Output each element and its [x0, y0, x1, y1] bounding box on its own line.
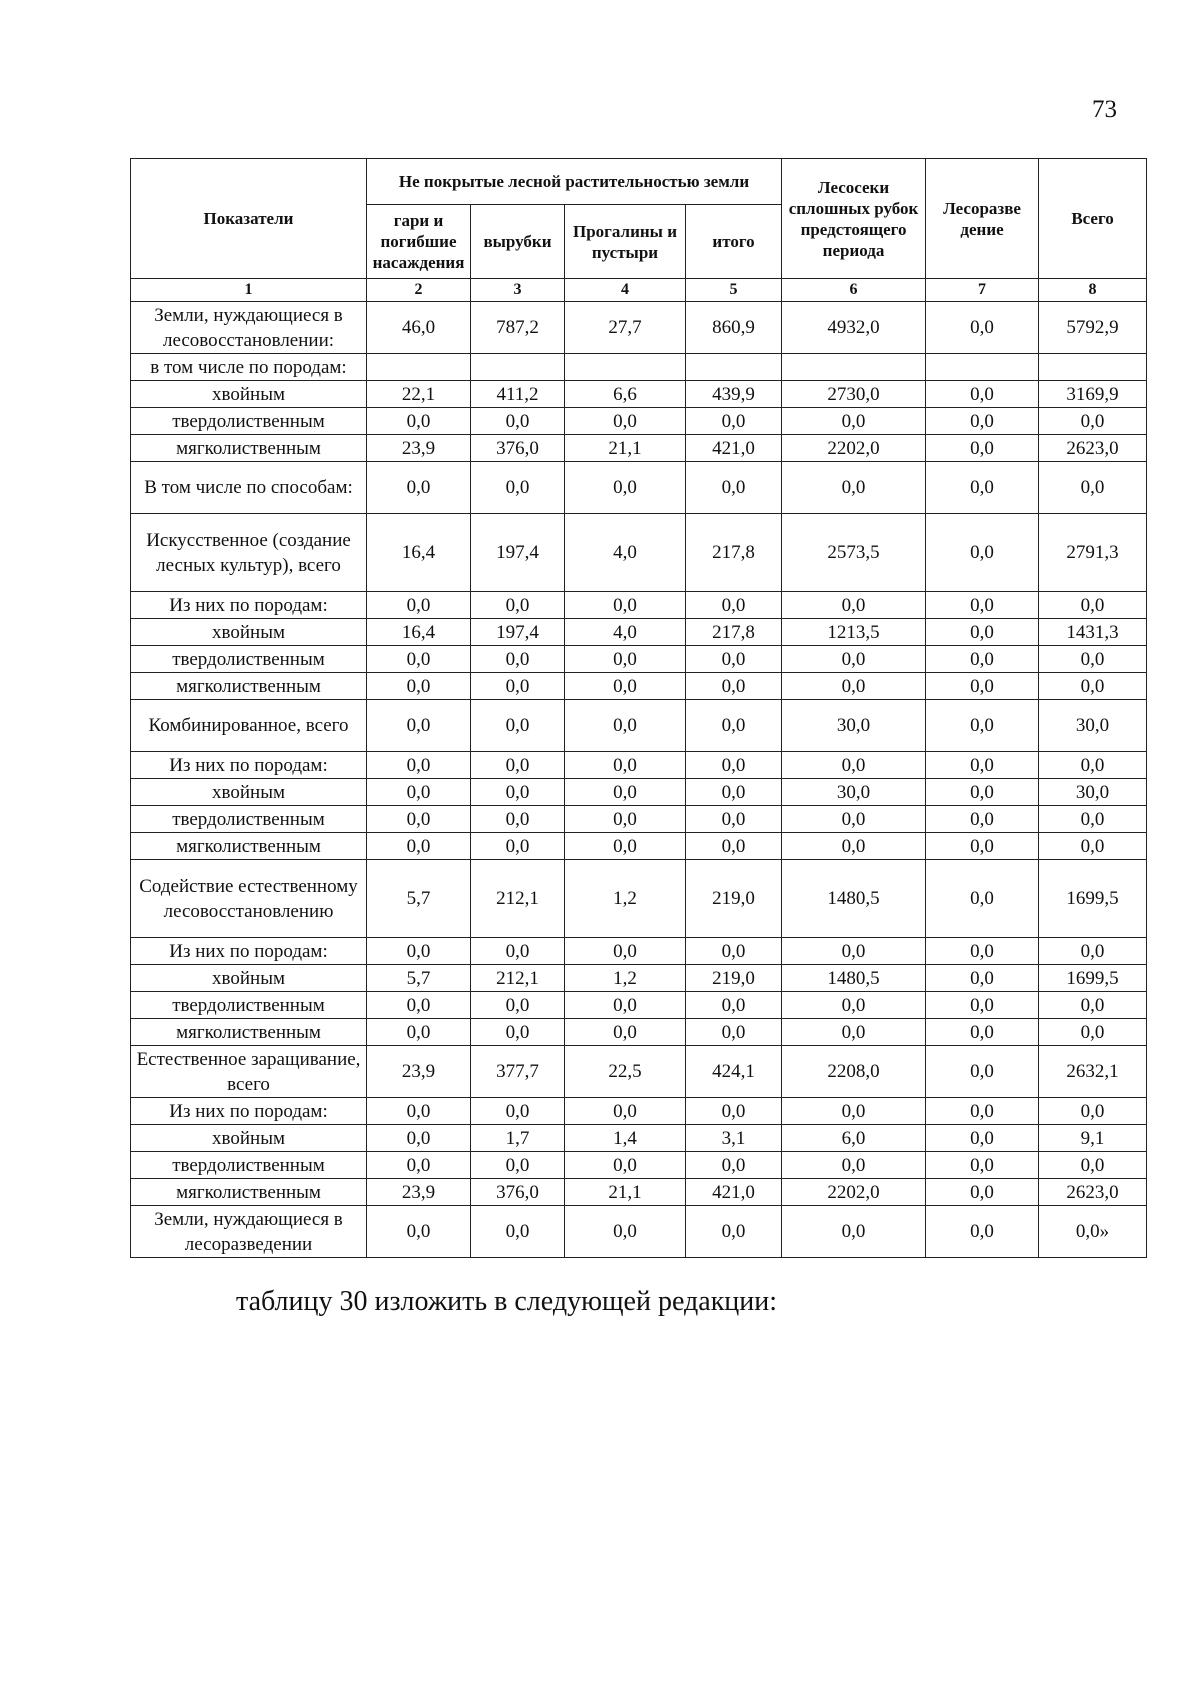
- row-label: твердолиственным: [131, 806, 367, 833]
- cell-value: 0,0: [782, 833, 926, 860]
- cell-value: 0,0: [686, 1019, 782, 1046]
- cell-value: 0,0: [686, 1206, 782, 1258]
- row-label: хвойным: [131, 779, 367, 806]
- table-row: [131, 646, 1147, 673]
- cell-value: 0,0: [1039, 592, 1147, 619]
- cell-value: 0,0: [926, 435, 1039, 462]
- cell-value: 6,0: [782, 1125, 926, 1152]
- cell-value: 1,2: [565, 860, 686, 938]
- cell-value: 860,9: [686, 302, 782, 354]
- cell-value: 0,0: [1039, 806, 1147, 833]
- row-label: в том числе по породам:: [131, 354, 367, 381]
- cell-value: 0,0: [367, 673, 471, 700]
- cell-value: 2623,0: [1039, 1179, 1147, 1206]
- cell-value: 0,0: [471, 462, 565, 514]
- cell-value: 0,0: [471, 992, 565, 1019]
- cell-value: 1480,5: [782, 965, 926, 992]
- cell-value: 0,0: [565, 646, 686, 673]
- cell-value: 0,0: [926, 1098, 1039, 1125]
- column-number-row: [131, 279, 1147, 302]
- cell-value: 0,0: [926, 806, 1039, 833]
- cell-value: 0,0: [686, 673, 782, 700]
- cell-value: 2208,0: [782, 1046, 926, 1098]
- cell-value: 0,0: [782, 646, 926, 673]
- cell-value: 0,0: [367, 992, 471, 1019]
- table-row: [131, 1206, 1147, 1258]
- table-row: [131, 408, 1147, 435]
- cell-value: 21,1: [565, 435, 686, 462]
- cell-value: 212,1: [471, 860, 565, 938]
- cell-value: 0,0: [926, 860, 1039, 938]
- column-number: 1: [131, 279, 367, 302]
- column-number: 7: [926, 279, 1039, 302]
- cell-value: 0,0: [926, 302, 1039, 354]
- cell-value: 0,0»: [1039, 1206, 1147, 1258]
- cell-value: [367, 354, 471, 381]
- cell-value: 0,0: [926, 992, 1039, 1019]
- row-label: хвойным: [131, 1125, 367, 1152]
- cell-value: 0,0: [367, 592, 471, 619]
- cell-value: 1,7: [471, 1125, 565, 1152]
- row-label: твердолиственным: [131, 992, 367, 1019]
- cell-value: 0,0: [471, 408, 565, 435]
- cell-value: 0,0: [782, 806, 926, 833]
- cell-value: 0,0: [926, 1179, 1039, 1206]
- cell-value: 0,0: [471, 806, 565, 833]
- cell-value: 1431,3: [1039, 619, 1147, 646]
- row-label: твердолиственным: [131, 408, 367, 435]
- footer-text: таблицу 30 изложить в следующей редакции:: [236, 1286, 778, 1317]
- cell-value: 0,0: [367, 1152, 471, 1179]
- cell-value: 0,0: [686, 592, 782, 619]
- cell-value: 0,0: [782, 1206, 926, 1258]
- cell-value: [471, 354, 565, 381]
- cell-value: 0,0: [1039, 1098, 1147, 1125]
- row-label: Земли, нуждающиеся в лесоразведении: [131, 1206, 367, 1258]
- cell-value: 197,4: [471, 619, 565, 646]
- header-total-all: Всего: [1039, 159, 1147, 279]
- cell-value: 212,1: [471, 965, 565, 992]
- cell-value: 2632,1: [1039, 1046, 1147, 1098]
- row-label: Из них по породам:: [131, 1098, 367, 1125]
- cell-value: 0,0: [471, 673, 565, 700]
- cell-value: 30,0: [782, 700, 926, 752]
- cell-value: 2202,0: [782, 1179, 926, 1206]
- row-label: В том числе по способам:: [131, 462, 367, 514]
- cell-value: 0,0: [686, 700, 782, 752]
- header-burned: гари и погибшие насаждения: [367, 205, 471, 279]
- cell-value: 0,0: [367, 700, 471, 752]
- table-row: [131, 619, 1147, 646]
- header-indicators: Показатели: [131, 159, 367, 279]
- cell-value: 4932,0: [782, 302, 926, 354]
- cell-value: 0,0: [686, 938, 782, 965]
- cell-value: 30,0: [782, 779, 926, 806]
- cell-value: 5792,9: [1039, 302, 1147, 354]
- cell-value: 0,0: [782, 1019, 926, 1046]
- cell-value: 0,0: [686, 806, 782, 833]
- cell-value: 787,2: [471, 302, 565, 354]
- cell-value: 0,0: [367, 752, 471, 779]
- table-row: [131, 833, 1147, 860]
- table-row: [131, 435, 1147, 462]
- cell-value: [686, 354, 782, 381]
- cell-value: 0,0: [1039, 408, 1147, 435]
- row-label: Из них по породам:: [131, 938, 367, 965]
- cell-value: 0,0: [686, 646, 782, 673]
- table-row: [131, 1019, 1147, 1046]
- cell-value: 0,0: [367, 938, 471, 965]
- cell-value: 0,0: [367, 1098, 471, 1125]
- header-clearings: вырубки: [471, 205, 565, 279]
- cell-value: 411,2: [471, 381, 565, 408]
- cell-value: 439,9: [686, 381, 782, 408]
- column-number: 4: [565, 279, 686, 302]
- header-afforestation: Лесоразве дение: [926, 159, 1039, 279]
- cell-value: 0,0: [1039, 462, 1147, 514]
- table-row: [131, 700, 1147, 752]
- cell-value: 6,6: [565, 381, 686, 408]
- table-row: [131, 381, 1147, 408]
- cell-value: 0,0: [926, 1125, 1039, 1152]
- cell-value: 0,0: [367, 806, 471, 833]
- cell-value: 21,1: [565, 1179, 686, 1206]
- row-label: Из них по породам:: [131, 752, 367, 779]
- cell-value: 0,0: [471, 938, 565, 965]
- row-label: мягколиственным: [131, 1019, 367, 1046]
- cell-value: 0,0: [471, 1206, 565, 1258]
- cell-value: 424,1: [686, 1046, 782, 1098]
- cell-value: 1699,5: [1039, 965, 1147, 992]
- cell-value: 0,0: [1039, 833, 1147, 860]
- forest-data-table: [130, 158, 1147, 1258]
- cell-value: 0,0: [565, 700, 686, 752]
- cell-value: [782, 354, 926, 381]
- cell-value: 4,0: [565, 514, 686, 592]
- table-row: [131, 1125, 1147, 1152]
- cell-value: 0,0: [782, 1098, 926, 1125]
- cell-value: 0,0: [367, 833, 471, 860]
- cell-value: 0,0: [565, 462, 686, 514]
- table-row: [131, 1152, 1147, 1179]
- cell-value: 0,0: [926, 514, 1039, 592]
- cell-value: 1480,5: [782, 860, 926, 938]
- table-row: [131, 592, 1147, 619]
- row-label: мягколиственным: [131, 673, 367, 700]
- cell-value: [565, 354, 686, 381]
- header-not-covered-lands: Не покрытые лесной растительностью земли: [367, 159, 782, 205]
- cell-value: 0,0: [926, 938, 1039, 965]
- cell-value: 0,0: [565, 779, 686, 806]
- cell-value: 0,0: [782, 938, 926, 965]
- cell-value: 2623,0: [1039, 435, 1147, 462]
- cell-value: 376,0: [471, 1179, 565, 1206]
- cell-value: 376,0: [471, 435, 565, 462]
- row-label: твердолиственным: [131, 646, 367, 673]
- cell-value: 217,8: [686, 619, 782, 646]
- header-glades: Прогалины и пустыри: [565, 205, 686, 279]
- cell-value: 0,0: [367, 1125, 471, 1152]
- page-number: 73: [1092, 96, 1117, 123]
- table-row: [131, 938, 1147, 965]
- cell-value: 0,0: [926, 462, 1039, 514]
- cell-value: 0,0: [686, 833, 782, 860]
- row-label: хвойным: [131, 381, 367, 408]
- cell-value: 0,0: [1039, 673, 1147, 700]
- cell-value: 0,0: [565, 1019, 686, 1046]
- cell-value: 0,0: [926, 619, 1039, 646]
- cell-value: 0,0: [686, 992, 782, 1019]
- cell-value: 0,0: [471, 592, 565, 619]
- table-row: [131, 1046, 1147, 1098]
- cell-value: 0,0: [1039, 646, 1147, 673]
- cell-value: 0,0: [367, 462, 471, 514]
- cell-value: 23,9: [367, 435, 471, 462]
- row-label: Естественное заращивание, всего: [131, 1046, 367, 1098]
- row-label: твердолиственным: [131, 1152, 367, 1179]
- cell-value: 3,1: [686, 1125, 782, 1152]
- cell-value: 0,0: [471, 700, 565, 752]
- cell-value: 3169,9: [1039, 381, 1147, 408]
- cell-value: 0,0: [565, 938, 686, 965]
- column-number: 3: [471, 279, 565, 302]
- row-label: Комбинированное, всего: [131, 700, 367, 752]
- cell-value: 0,0: [471, 646, 565, 673]
- cell-value: 0,0: [471, 752, 565, 779]
- cell-value: 0,0: [565, 806, 686, 833]
- row-label: мягколиственным: [131, 833, 367, 860]
- cell-value: 0,0: [565, 1152, 686, 1179]
- cell-value: 0,0: [926, 833, 1039, 860]
- cell-value: 0,0: [926, 1046, 1039, 1098]
- table-row: [131, 354, 1147, 381]
- cell-value: 22,5: [565, 1046, 686, 1098]
- row-label: хвойным: [131, 965, 367, 992]
- table-row: [131, 860, 1147, 938]
- cell-value: 0,0: [782, 462, 926, 514]
- cell-value: 0,0: [782, 752, 926, 779]
- cell-value: 0,0: [367, 1206, 471, 1258]
- cell-value: 23,9: [367, 1179, 471, 1206]
- row-label: Содействие естественному лесовосстановлению: [131, 860, 367, 938]
- cell-value: 0,0: [782, 992, 926, 1019]
- cell-value: [926, 354, 1039, 381]
- cell-value: 0,0: [471, 779, 565, 806]
- cell-value: 0,0: [471, 833, 565, 860]
- table-row: [131, 1098, 1147, 1125]
- cell-value: 5,7: [367, 965, 471, 992]
- table-body: [131, 302, 1147, 1258]
- cell-value: 27,7: [565, 302, 686, 354]
- cell-value: 0,0: [565, 752, 686, 779]
- table-row: [131, 1179, 1147, 1206]
- cell-value: 0,0: [926, 779, 1039, 806]
- row-label: Земли, нуждающиеся в лесовосстановлении:: [131, 302, 367, 354]
- cell-value: 0,0: [1039, 992, 1147, 1019]
- row-label: мягколиственным: [131, 1179, 367, 1206]
- table-row: [131, 673, 1147, 700]
- cell-value: 0,0: [367, 646, 471, 673]
- cell-value: 0,0: [686, 1098, 782, 1125]
- cell-value: 0,0: [1039, 752, 1147, 779]
- cell-value: 0,0: [367, 1019, 471, 1046]
- cell-value: 0,0: [1039, 1019, 1147, 1046]
- row-label: хвойным: [131, 619, 367, 646]
- cell-value: [1039, 354, 1147, 381]
- cell-value: 0,0: [565, 992, 686, 1019]
- table-row: [131, 514, 1147, 592]
- cell-value: 421,0: [686, 1179, 782, 1206]
- cell-value: 0,0: [686, 1152, 782, 1179]
- column-number: 8: [1039, 279, 1147, 302]
- cell-value: 2573,5: [782, 514, 926, 592]
- cell-value: 16,4: [367, 514, 471, 592]
- cell-value: 0,0: [565, 1098, 686, 1125]
- cell-value: 0,0: [686, 408, 782, 435]
- cell-value: 1,4: [565, 1125, 686, 1152]
- cell-value: 2202,0: [782, 435, 926, 462]
- cell-value: 46,0: [367, 302, 471, 354]
- cell-value: 0,0: [926, 1152, 1039, 1179]
- cell-value: 0,0: [565, 673, 686, 700]
- cell-value: 0,0: [686, 752, 782, 779]
- cell-value: 0,0: [565, 1206, 686, 1258]
- row-label: мягколиственным: [131, 435, 367, 462]
- cell-value: 0,0: [1039, 938, 1147, 965]
- cell-value: 0,0: [686, 462, 782, 514]
- table-row: [131, 302, 1147, 354]
- cell-value: 9,1: [1039, 1125, 1147, 1152]
- cell-value: 197,4: [471, 514, 565, 592]
- cell-value: 1213,5: [782, 619, 926, 646]
- cell-value: 219,0: [686, 860, 782, 938]
- cell-value: 421,0: [686, 435, 782, 462]
- cell-value: 0,0: [471, 1098, 565, 1125]
- cell-value: 1699,5: [1039, 860, 1147, 938]
- table-row: [131, 992, 1147, 1019]
- cell-value: 0,0: [782, 592, 926, 619]
- cell-value: 0,0: [471, 1152, 565, 1179]
- cell-value: 219,0: [686, 965, 782, 992]
- table-row: [131, 462, 1147, 514]
- cell-value: 0,0: [1039, 1152, 1147, 1179]
- cell-value: 2791,3: [1039, 514, 1147, 592]
- cell-value: 0,0: [926, 673, 1039, 700]
- table-row: [131, 965, 1147, 992]
- cell-value: 0,0: [926, 381, 1039, 408]
- cell-value: 0,0: [565, 592, 686, 619]
- cell-value: 0,0: [367, 779, 471, 806]
- cell-value: 0,0: [926, 646, 1039, 673]
- cell-value: 2730,0: [782, 381, 926, 408]
- table-row: [131, 779, 1147, 806]
- table-row: [131, 752, 1147, 779]
- cell-value: 0,0: [367, 408, 471, 435]
- cell-value: 22,1: [367, 381, 471, 408]
- cell-value: 30,0: [1039, 700, 1147, 752]
- header-total-not-covered: итого: [686, 205, 782, 279]
- cell-value: 23,9: [367, 1046, 471, 1098]
- row-label: Из них по породам:: [131, 592, 367, 619]
- cell-value: 0,0: [565, 833, 686, 860]
- cell-value: 0,0: [926, 700, 1039, 752]
- cell-value: 0,0: [565, 408, 686, 435]
- cell-value: 5,7: [367, 860, 471, 938]
- column-number: 6: [782, 279, 926, 302]
- cell-value: 0,0: [926, 965, 1039, 992]
- row-label: Искусственное (создание лесных культур), всего: [131, 514, 367, 592]
- cell-value: 0,0: [686, 779, 782, 806]
- cell-value: 377,7: [471, 1046, 565, 1098]
- cell-value: 4,0: [565, 619, 686, 646]
- cell-value: 0,0: [926, 592, 1039, 619]
- cell-value: 0,0: [926, 1206, 1039, 1258]
- cell-value: 0,0: [926, 752, 1039, 779]
- cell-value: 0,0: [782, 1152, 926, 1179]
- cell-value: 0,0: [782, 408, 926, 435]
- column-number: 2: [367, 279, 471, 302]
- cell-value: 1,2: [565, 965, 686, 992]
- cell-value: 217,8: [686, 514, 782, 592]
- table-row: [131, 806, 1147, 833]
- cell-value: 0,0: [782, 673, 926, 700]
- cell-value: 0,0: [926, 408, 1039, 435]
- column-number: 5: [686, 279, 782, 302]
- cell-value: 0,0: [471, 1019, 565, 1046]
- header-cutting-areas: Лесосеки сплошных рубок предстоящего периода: [782, 159, 926, 279]
- cell-value: 16,4: [367, 619, 471, 646]
- cell-value: 0,0: [926, 1019, 1039, 1046]
- cell-value: 30,0: [1039, 779, 1147, 806]
